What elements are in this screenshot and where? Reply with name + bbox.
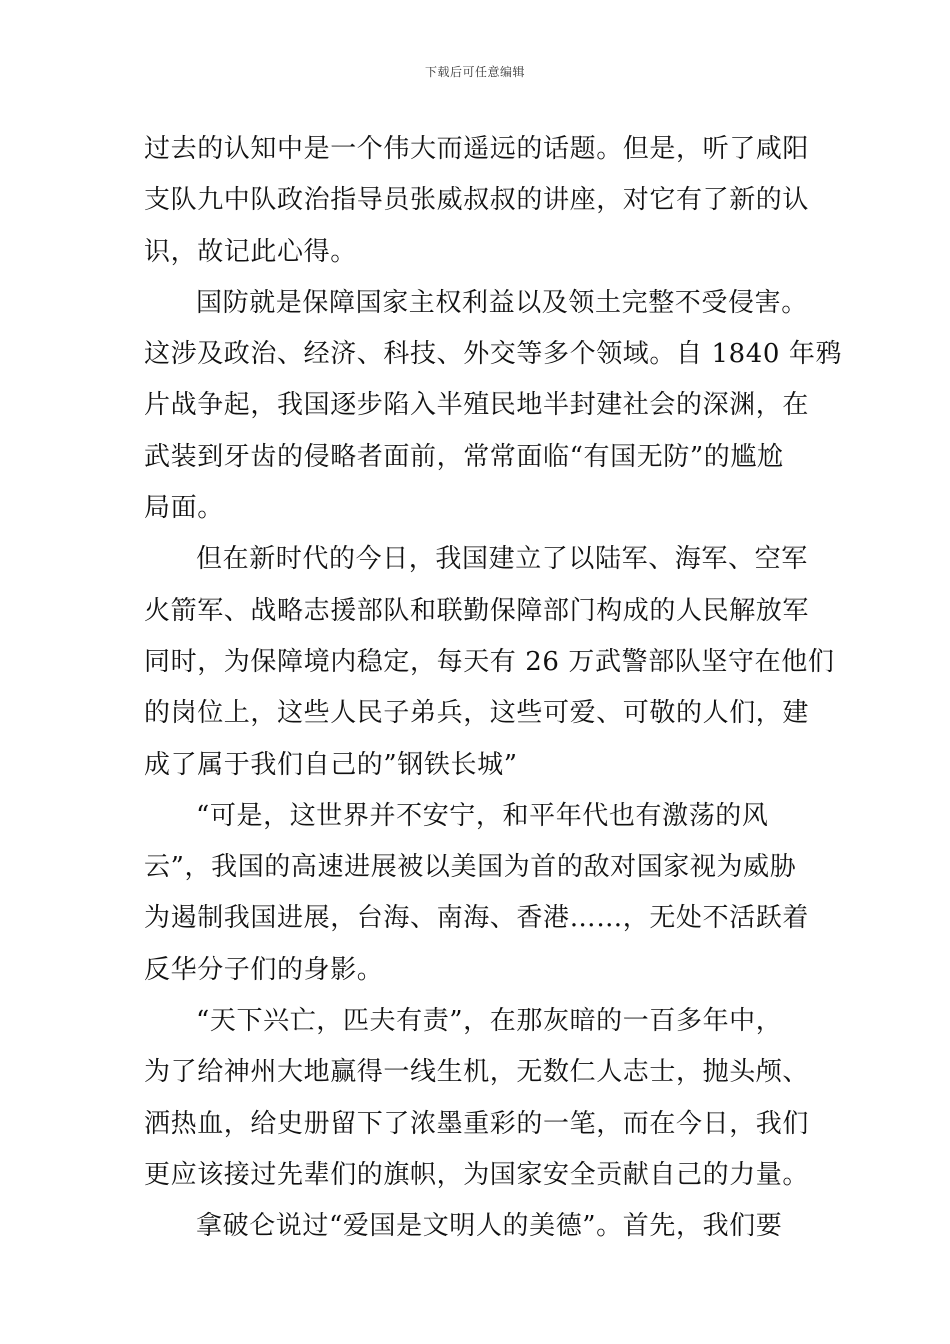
text-line: 同时，为保障境内稳定，每天有 26 万武警部队坚守在他们 [144, 646, 835, 677]
text-line: 片战争起，我国逐步陷入半殖民地半封建社会的深渊，在 [144, 390, 810, 421]
text-line: 支队九中队政治指导员张威叔叔的讲座，对它有了新的认 [144, 185, 810, 216]
document-body [144, 124, 843, 1253]
paragraph-start-line: “可是，这世界并不安宁，和平年代也有激荡的风 [196, 800, 769, 831]
text-line: 成了属于我们自己的”钢铁长城” [144, 749, 518, 780]
text-line: 过去的认知中是一个伟大而遥远的话题。但是，听了咸阳 [144, 134, 810, 164]
text-line: 识，故记此心得。 [144, 236, 357, 267]
text-line: 洒热血，给史册留下了浓墨重彩的一笔，而在今日，我们 [144, 1108, 810, 1139]
text-line: 火箭军、战略志援部队和联勤保障部门构成的人民解放军 [144, 595, 810, 626]
page-header: 下载后可任意编辑 [424, 65, 525, 79]
text-line: 局面。 [144, 493, 224, 524]
paragraph-start-line: 拿破仑说过“爱国是文明人的美德”。首先，我们要 [196, 1211, 783, 1242]
text-line: 武装到牙齿的侵略者面前，常常面临“有国无防”的尴尬 [144, 441, 784, 472]
text-line: 云”，我国的高速进展被以美国为首的敌对国家视为威胁 [144, 852, 797, 883]
text-line: 的岗位上，这些人民子弟兵，这些可爱、可敬的人们，建 [144, 698, 810, 729]
text-line: 反华分子们的身影。 [144, 954, 384, 985]
text-line: 为遏制我国进展，台海、南海、香港……，无处不活跃着 [144, 903, 810, 934]
text-line: 更应该接过先辈们的旗帜，为国家安全贡献自己的力量。 [144, 1159, 810, 1190]
paragraph-start-line: 但在新时代的今日，我国建立了以陆军、海军、空军 [196, 544, 808, 575]
paragraph-start-line: “天下兴亡，匹夫有责”，在那灰暗的一百多年中， [196, 1006, 783, 1037]
paragraph-start-line: 国防就是保障国家主权利益以及领土完整不受侵害。 [196, 287, 808, 318]
text-line: 为了给神州大地赢得一线生机，无数仁人志士，抛头颅、 [144, 1057, 810, 1088]
text-line: 这涉及政治、经济、科技、外交等多个领域。自 1840 年鸦 [144, 339, 843, 370]
